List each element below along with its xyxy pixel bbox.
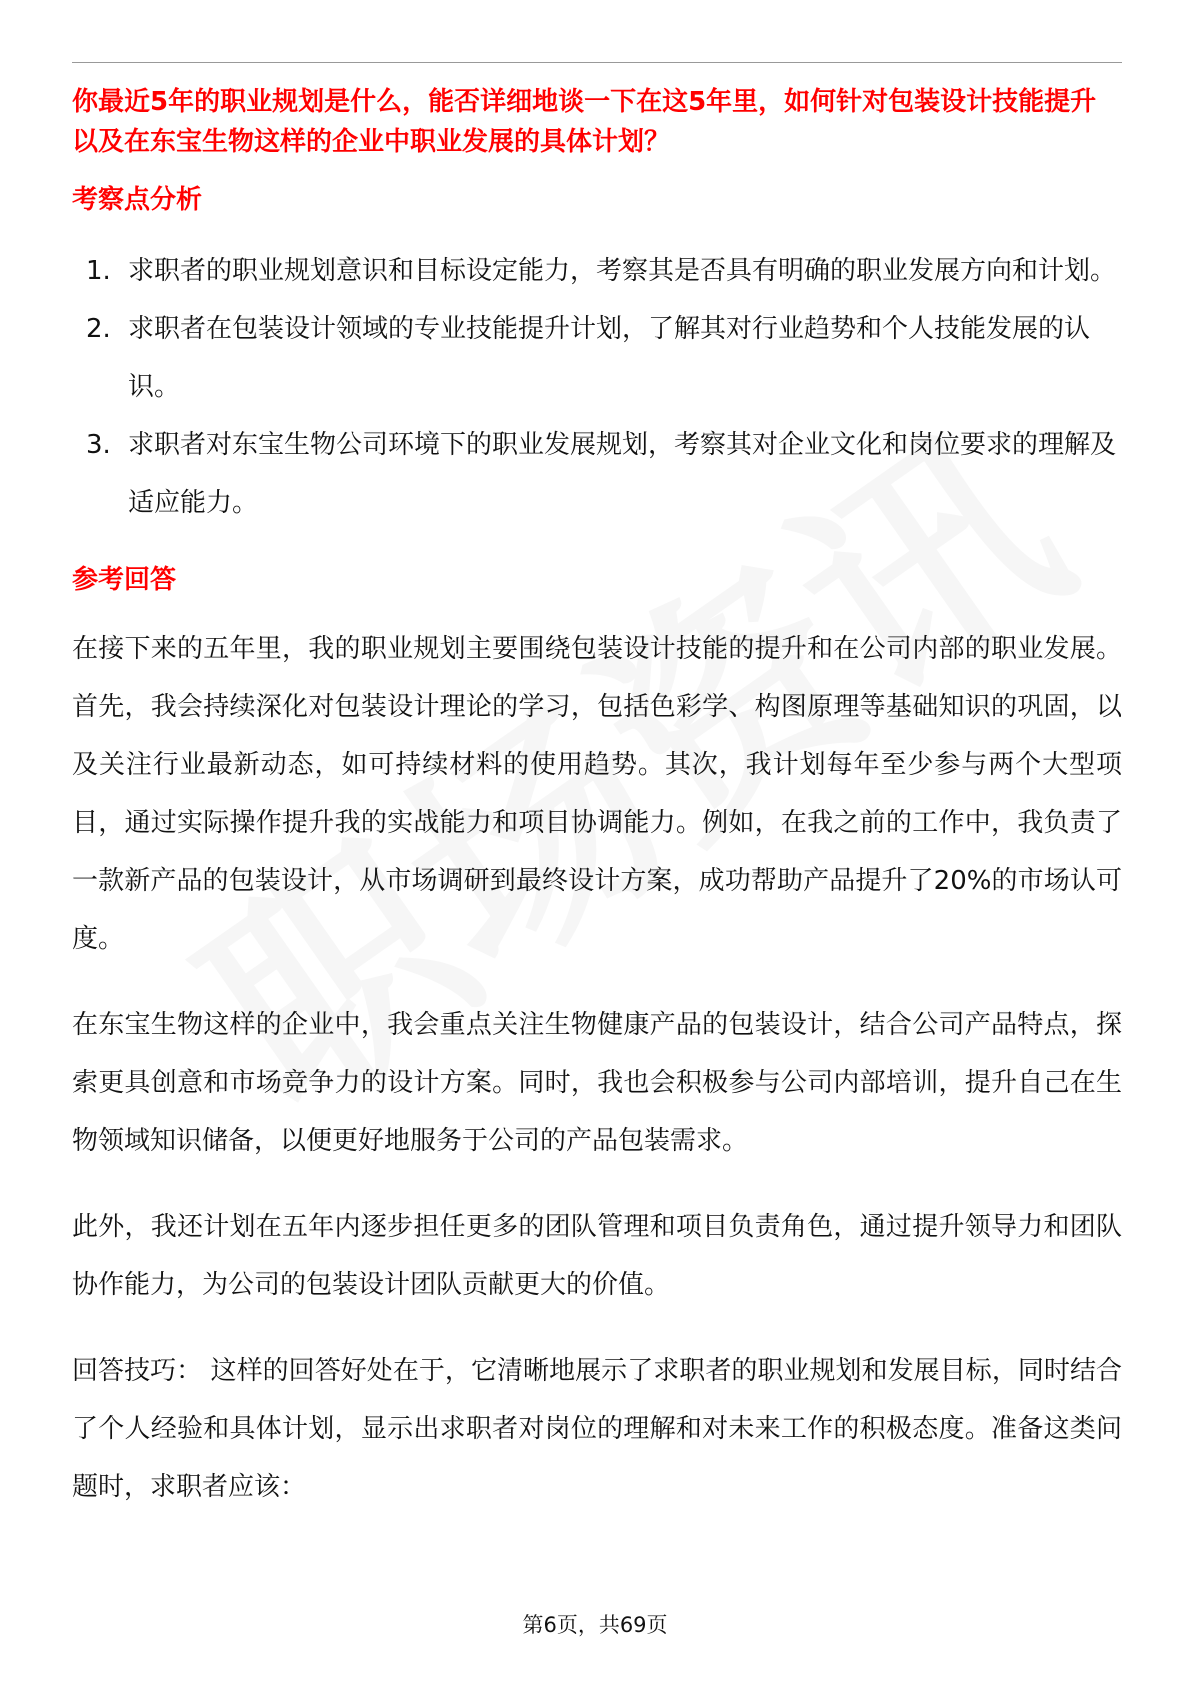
question-title: 你最近5年的职业规划是什么，能否详细地谈一下在这5年里，如何针对包装设计技能提升以及在东宝生物这样的企业中职业发展的具体计划？ <box>72 87 1097 157</box>
page-number: 第6页，共69页 <box>522 1613 668 1637</box>
reference-heading: 参考回答 <box>72 565 177 595</box>
reference-paragraph: 此外，我还计划在五年内逐步担任更多的团队管理和项目负责角色，通过提升领导力和团队协作能力，为公司的包装设计团队贡献更大的价值。 <box>72 1212 1122 1300</box>
point-number: 3. <box>86 430 111 460</box>
analysis-point <box>72 242 1122 300</box>
point-number: 1. <box>86 256 111 286</box>
analysis-heading: 考察点分析 <box>72 185 203 215</box>
reference-paragraph: 在接下来的五年里，我的职业规划主要围绕包装设计技能的提升和在公司内部的职业发展。首先，我会持续深化对包装设计理论的学习，包括色彩学、构图原理等基础知识的巩固，以及关注行业最新动态，如可持续材料的使用趋势。其次，我计划每年至少参与两个大型项目，通过实际操作提升我的实战能力和项目协调能力。例如，在我之前的工作中，我负责了一款新产品的包装设计，从市场调研到最终设计方案，成功帮助产品提升了20%的市场认可度。 <box>72 634 1122 954</box>
answer-tips-paragraph: 回答技巧： 这样的回答好处在于，它清晰地展示了求职者的职业规划和发展目标，同时结合了个人经验和具体计划，显示出求职者对岗位的理解和对未来工作的积极态度。准备这类问题时，求职者应该： <box>72 1356 1122 1502</box>
analysis-point <box>72 300 1122 416</box>
analysis-point <box>72 416 1122 532</box>
point-text: 求职者对东宝生物公司环境下的职业发展规划，考察其对企业文化和岗位要求的理解及适应能力。 <box>128 430 1117 518</box>
page-content <box>72 82 1122 1516</box>
point-text: 求职者的职业规划意识和目标设定能力，考察其是否具有明确的职业发展方向和计划。 <box>128 256 1117 286</box>
point-number: 2. <box>86 314 111 344</box>
analysis-points <box>72 242 1122 532</box>
reference-paragraph: 在东宝生物这样的企业中，我会重点关注生物健康产品的包装设计，结合公司产品特点，探索更具创意和市场竞争力的设计方案。同时，我也会积极参与公司内部培训，提升自己在生物领域知识储备，以便更好地服务于公司的产品包装需求。 <box>72 1010 1122 1156</box>
top-divider <box>72 62 1122 63</box>
point-text: 求职者在包装设计领域的专业技能提升计划，了解其对行业趋势和个人技能发展的认识。 <box>128 314 1091 402</box>
